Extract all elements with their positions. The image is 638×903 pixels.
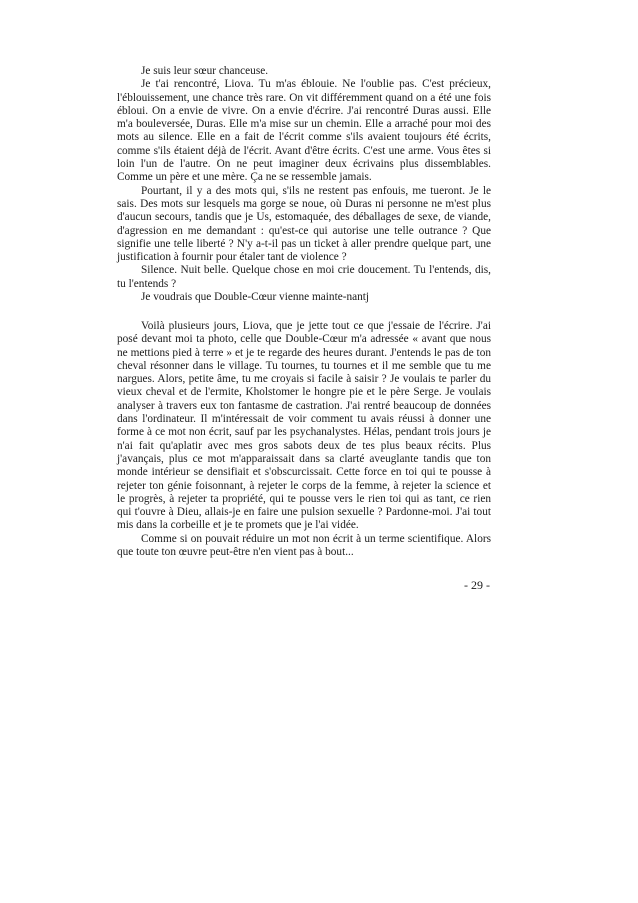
page-number: - 29 - bbox=[464, 578, 490, 592]
paragraph: Je suis leur sœur chanceuse. bbox=[141, 65, 269, 77]
text-section-1 bbox=[117, 65, 491, 304]
paragraph: Silence. Nuit belle. Quelque chose en moi crie doucement. Tu l'entends, dis, tu l'entends ? bbox=[117, 264, 491, 290]
paragraph: Je t'ai rencontré, Liova. Tu m'as éblouie. Ne l'oublie pas. C'est précieux, l'éblouissement, une chance très rare. On vit différemment quand on a été une fois ébloui. On a envie de vivre. On a envie d'écrire. J'ai rencontré Duras aussi. Elle m'a bouleversée, Duras. Elle m'a mise sur un chemin. Elle a arraché pour moi des mots au silence. Elle en a fait de l'écrit comme s'ils avaient toujours été écrits, comme s'ils étaient déjà de l'écrit. Avant d'être écrits. C'est une arme. Vous êtes si loin l'un de l'autre. On ne peut imaginer deux écrivains plus dissemblables. Comme un père et une mère. Ça ne se ressemble jamais. bbox=[117, 78, 491, 184]
paragraph: Voilà plusieurs jours, Liova, que je jette tout ce que j'essaie de l'écrire. J'ai posé devant moi ta photo, celle que Double-Cœur m'a adressée « avant que nous ne mettions pied à terre » et je te regarde des heures durant. J'entends le pas de ton cheval résonner dans le village. Tu tournes, tu tournes et il me semble que tu me nargues. Alors, petite âme, tu me croyais si facile à saisir ? Je voulais te parler du vieux cheval et de l'ermite, Kholstomer le hongre pie et le père Serge. Je voulais analyser à travers eux ton fantasme de castration. J'ai rentré beaucoup de données dans l'ordinateur. Il m'intéressait de voir comment tu avais réussi à donner une forme à ce mot non écrit, sauf par les psychanalystes. Hélas, pendant trois jours je n'ai fait qu'aplatir avec mes gros sabots deux de tes plus beaux récits. Plus j'avançais, plus ce mot m'apparaissait dans sa clarté aveuglante tandis que ton monde intérieur se densifiait et s'obscurcissait. Cette force en toi qui te pousse à rejeter ton génie foisonnant, à rejeter le corps de la femme, à rejeter la science et le progrès, à rejeter ta propriété, qui te pousse vers le rien toi qui as tant, ce rien qui t'ouvre à Dieu, allais-je en faire une pulsion sexuelle ? Pardonne-moi. J'ai tout mis dans la corbeille et je te promets que je l'ai vidée. bbox=[117, 320, 491, 532]
paragraph: Je voudrais que Double-Cœur vienne mainte-nantj bbox=[141, 291, 370, 304]
paragraph: Pourtant, il y a des mots qui, s'ils ne restent pas enfouis, me tueront. Je le sais. Des mots sur lesquels ma gorge se noue, où Duras ni personne ne m'est plus d'aucun secours, tandis que je Us, estomaquée, des déballages de sexe, de viande, d'agression en me demandant : qu'est-ce qui autorise une telle outrance ? Que signifie une telle liberté ? N'y a-t-il pas un ticket à aller prendre quelque part, une justification à fournir pour étaler tant de violence ? bbox=[117, 184, 491, 264]
paragraph: Comme si on pouvait réduire un mot non écrit à un terme scientifique. Alors que toute ton œuvre peut-être n'en vient pas à bout... bbox=[117, 532, 491, 559]
text-section-2 bbox=[117, 320, 491, 559]
